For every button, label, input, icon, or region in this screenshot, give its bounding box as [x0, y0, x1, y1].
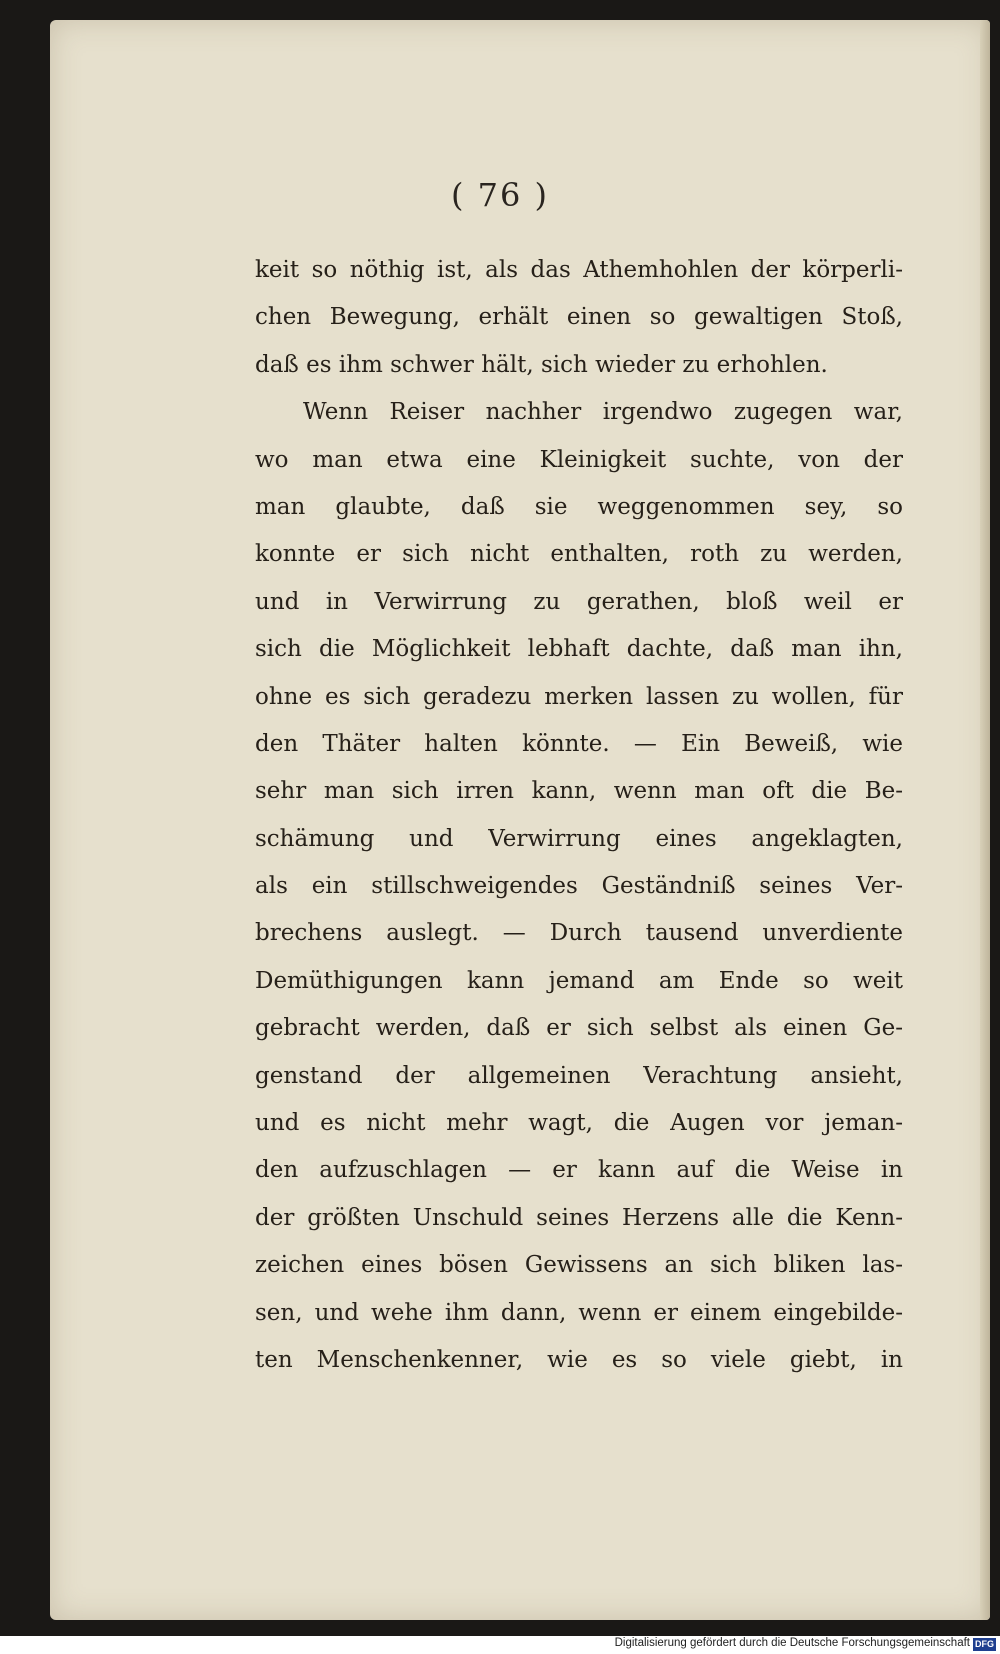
text-line: gebracht werden, daß er sich selbst als einen Ge- [255, 1015, 903, 1042]
text-line: den aufzuschlagen — er kann auf die Weise in [255, 1157, 903, 1184]
text-line: sich die Möglichkeit lebhaft dachte, daß man ihn, [255, 636, 903, 663]
text-line: ten Menschenkenner, wie es so viele giebt, in [255, 1346, 903, 1373]
footer-bar [0, 1636, 1000, 1654]
text-line: keit so nöthig ist, als das Athemhohlen der körperli- [255, 257, 903, 283]
text-line: als ein stillschweigendes Geständniß seines Ver- [255, 873, 903, 900]
text-line: den Thäter halten könnte. — Ein Beweiß, wie [255, 730, 903, 757]
text-line: konnte er sich nicht enthalten, roth zu werden, [255, 541, 903, 568]
text-line: chen Bewegung, erhält einen so gewaltigen Stoß, [255, 304, 903, 331]
text-line: genstand der allgemeinen Verachtung ansieht, [255, 1062, 903, 1089]
text-line: und in Verwirrung zu gerathen, bloß weil er [255, 588, 903, 615]
text-line: Demüthigungen kann jemand am Ende so weit [255, 967, 903, 994]
body-text [255, 247, 903, 1384]
text-line: brechens auslegt. — Durch tausend unverdiente [255, 920, 903, 947]
text-line: und es nicht mehr wagt, die Augen vor jeman- [255, 1110, 903, 1137]
text-line: ohne es sich geradezu merken lassen zu wollen, für [255, 683, 903, 710]
footer-credit: Digitalisierung gefördert durch die Deutsche Forschungsgemeinschaft [614, 1637, 970, 1649]
text-line: schämung und Verwirrung eines angeklagten, [255, 825, 903, 852]
text-line: wo man etwa eine Kleinigkeit suchte, von der [255, 446, 903, 473]
text-line: der größten Unschuld seines Herzens alle die Kenn- [255, 1204, 903, 1231]
text-line: zeichen eines bösen Gewissens an sich bliken las- [255, 1252, 903, 1279]
text-line: daß es ihm schwer hält, sich wieder zu erhohlen. [255, 351, 828, 378]
dfg-logo: DFG [975, 1639, 994, 1649]
text-line: sen, und wehe ihm dann, wenn er einem eingebilde- [255, 1299, 903, 1326]
page-number: ( 76 ) [450, 176, 550, 214]
text-line: man glaubte, daß sie weggenommen sey, so [255, 493, 903, 520]
text-line: Wenn Reiser nachher irgendwo zugegen war, [303, 399, 903, 426]
text-line: sehr man sich irren kann, wenn man oft die Be- [255, 778, 903, 805]
page-edge [980, 20, 990, 1620]
